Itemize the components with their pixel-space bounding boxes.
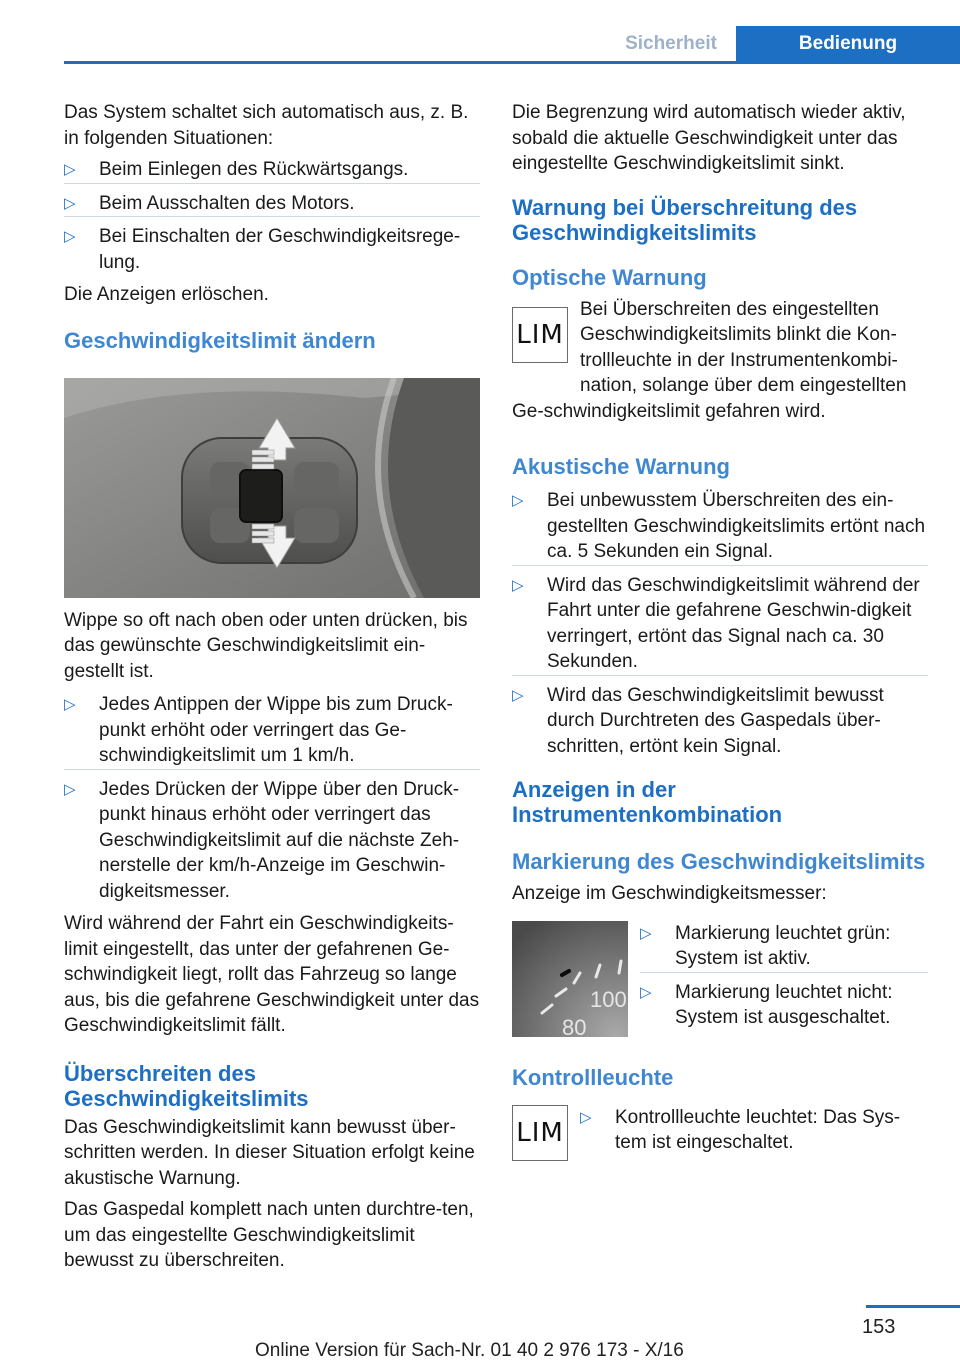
heading-display: Anzeigen in der Instrumentenkombination (512, 777, 783, 827)
triangle-bullet-icon: ▷ (64, 228, 76, 245)
triangle-bullet-icon: ▷ (640, 924, 652, 942)
header-rule (64, 61, 960, 64)
steering-wheel-rocker-image (64, 378, 480, 598)
triangle-bullet-icon: ▷ (580, 1108, 592, 1126)
auto-off-intro: Das System schaltet sich automatisch aus, z. B. in folgenden Situationen: (64, 102, 469, 149)
lim-indicator-icon: LIM (512, 1105, 568, 1161)
rocker-text: Wippe so oft nach oben oder unten drücken, bis das gewünschte Geschwindigkeitslimit ein-gestellt ist. (64, 609, 468, 682)
indicator-list (580, 1105, 928, 1163)
rocker-list (64, 692, 480, 904)
optical-text: Bei Überschreiten des eingestellten Geschwindigkeitslimits blinkt die Kon-trollleuchte in der Instrumentenkombi-nation, solange über dem eingestellten Ge-schwindigkeitslimit gefahren wird. (512, 298, 907, 422)
heading-marking: Markierung des Geschwindigkeitslimits (512, 849, 926, 874)
indicator-block (512, 1105, 928, 1175)
exceed-text-2: Das Gaspedal komplett nach unten durchtre-ten, um das eingestellte Geschwindigkeitslimit bewusst zu überschreiten. (64, 1199, 474, 1271)
heading-exceed: Überschreiten des Geschwindigkeitslimits (64, 1060, 309, 1111)
triangle-bullet-icon: ▷ (64, 194, 76, 212)
heading-acoustic: Akustische Warnung (512, 454, 730, 479)
tab-sicherheit[interactable]: Sicherheit (625, 33, 717, 54)
speedo-label-100: 100 (590, 986, 627, 1012)
left-column (64, 100, 480, 1280)
displays-off-text: Die Anzeigen erlöschen. (64, 284, 269, 305)
online-version-footer: Online Version für Sach-Nr. 01 40 2 976 173 - X/16 (255, 1340, 684, 1361)
lim-indicator-icon: LIM (512, 307, 568, 363)
steering-wheel-rocker-icon (64, 378, 480, 598)
heading-optical: Optische Warnung (512, 264, 707, 290)
heading-change-limit: Geschwindigkeitslimit ändern (64, 327, 376, 353)
marking-list (640, 921, 928, 1038)
list-item: ▷ Kontrollleuchte leuchtet: Das Sys-tem ist eingeschaltet. (580, 1106, 901, 1153)
triangle-bullet-icon: ▷ (512, 686, 524, 704)
right-column (512, 100, 928, 1175)
list-item: ▷ Jedes Antippen der Wippe bis zum Druck-punkt erhöht oder verringert das Ge-schwindigkeitslimit um 1 km/h. (64, 692, 480, 770)
marking-block (512, 921, 928, 1041)
triangle-bullet-icon: ▷ (512, 576, 524, 594)
optical-warning-block (512, 297, 928, 425)
page-number: 153 (862, 1316, 896, 1338)
list-item: ▷ Markierung leuchtet nicht: System ist ausgeschaltet. (640, 981, 893, 1028)
triangle-bullet-icon: ▷ (64, 780, 76, 798)
heading-warning: Warnung bei Überschreitung des Geschwindigkeitslimits (512, 194, 858, 245)
exceed-text-1: Das Geschwindigkeitslimit kann bewusst über-schritten werden. In dieser Situation erfolgt keine akustische Warnung. (64, 1116, 475, 1189)
heading-indicator: Kontrollleuchte (512, 1064, 674, 1090)
speedo-caption: Anzeige im Geschwindigkeitsmesser: (512, 883, 827, 904)
triangle-bullet-icon: ▷ (64, 696, 76, 713)
list-item: ▷ Wird das Geschwindigkeitslimit bewusst durch Durchtreten des Gaspedals über-schritten, ertönt kein Signal. (512, 684, 884, 757)
reactivate-text: Die Begrenzung wird automatisch wieder aktiv, sobald die aktuelle Geschwindigkeit unter das eingestellte Geschwindigkeitslimit sinkt. (512, 102, 906, 174)
while-driving-text: Wird während der Fahrt ein Geschwindigkeits-limit eingestellt, das unter der gefahrenen Ge-schwindigkeit liegt, rollt das Fahrzeug so lange aus, bis die gefahrene Geschwindigkeit unter das Geschwindigkeitslimit fällt. (64, 913, 480, 1036)
triangle-bullet-icon: ▷ (640, 983, 652, 1001)
list-item: ▷ Beim Einlegen des Rückwärtsgangs. (64, 157, 480, 184)
tab-bedienung[interactable]: Bedienung (736, 26, 960, 61)
acoustic-list (512, 488, 928, 759)
auto-off-list (64, 157, 480, 275)
page-header (0, 0, 960, 64)
list-item: ▷ Bei Einschalten der Geschwindigkeitsrege-lung. (64, 226, 461, 273)
speedometer-image (512, 921, 628, 1037)
list-item: ▷ Markierung leuchtet grün: System ist aktiv. (640, 921, 928, 973)
list-item: ▷ Wird das Geschwindigkeitslimit während der Fahrt unter die gefahrene Geschwin-digkeit verringert, ertönt das Signal nach ca. 30 Sekunden. (512, 573, 928, 676)
list-item: ▷ Beim Ausschalten des Motors. (64, 191, 480, 218)
speedo-label-80: 80 (562, 1014, 587, 1037)
list-item: ▷ Jedes Drücken der Wippe über den Druck-punkt hinaus erhöht oder verringert das Geschwindigkeitslimit auf die nächste Zeh-nerstelle der km/h-Anzeige im Geschwin-digkeitsmesser. (64, 778, 460, 902)
list-item: ▷ Bei unbewusstem Überschreiten des ein-gestellten Geschwindigkeitslimits ertönt nach ca. 5 Sekunden ein Signal. (512, 488, 928, 566)
footer-rule (866, 1305, 960, 1308)
triangle-bullet-icon: ▷ (64, 161, 76, 178)
triangle-bullet-icon: ▷ (512, 492, 524, 509)
